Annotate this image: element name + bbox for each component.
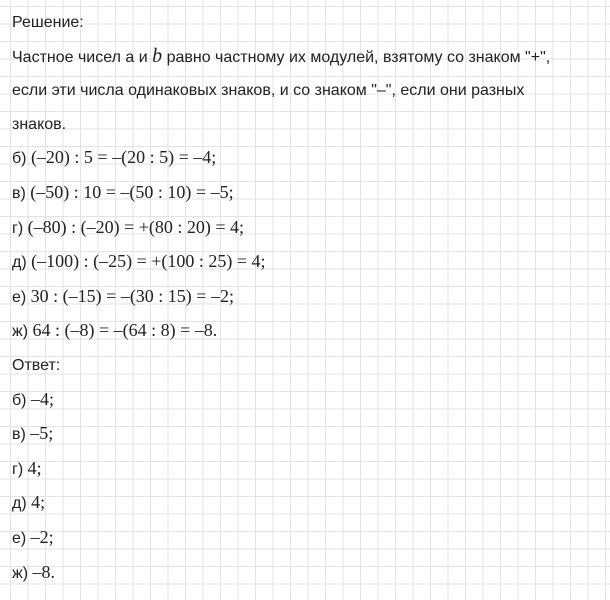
item-expression: (–20) : 5 = –(20 : 5) = –4; [30, 147, 217, 168]
item-label: г) [12, 219, 28, 237]
answer-item-e [12, 521, 604, 556]
item-expression: 30 : (–15) = –(30 : 15) = –2; [30, 285, 234, 306]
item-label: в) [12, 184, 31, 202]
answer-heading: Ответ: [12, 356, 61, 374]
answer-label: е) [12, 529, 31, 547]
answer-value: –4; [30, 388, 54, 409]
answer-label: б) [12, 391, 31, 409]
item-label: б) [12, 150, 31, 168]
answer-value: –8. [32, 561, 55, 582]
rule-text-part1: Частное чисел а и [12, 48, 153, 66]
answer-item-b [12, 383, 604, 418]
variable-b: b [152, 44, 163, 67]
solution-item-b [12, 141, 604, 176]
item-label: ж) [12, 323, 33, 341]
answer-label: в) [12, 426, 31, 444]
item-expression: (–50) : 10 = –(50 : 10) = –5; [30, 181, 234, 202]
rule-text-line-1 [12, 40, 604, 75]
answer-label: д) [12, 495, 32, 513]
answer-value: 4; [31, 492, 46, 513]
solution-document [12, 6, 604, 590]
rule-text-line-2: если эти числа одинаковых знаков, и со знаком "–", если они разных [12, 82, 525, 100]
answer-value: –2; [30, 526, 54, 547]
rule-text-line-3: знаков. [12, 115, 67, 133]
answer-value: –5; [30, 423, 54, 444]
solution-item-d [12, 245, 604, 280]
item-label: д) [12, 254, 32, 272]
answer-label: г) [12, 460, 28, 478]
solution-item-e [12, 280, 604, 315]
answer-value: 4; [27, 457, 42, 478]
solution-item-g [12, 211, 604, 246]
item-expression: 64 : (–8) = –(64 : 8) = –8. [32, 320, 218, 341]
solution-item-v [12, 176, 604, 211]
answer-item-v [12, 417, 604, 452]
solution-heading: Решение: [12, 14, 84, 31]
rule-text-part2: равно частному их модулей, взятому со знаком "+", [162, 48, 551, 66]
answer-item-d [12, 486, 604, 521]
answer-item-zh [12, 556, 604, 591]
answer-item-g [12, 452, 604, 487]
item-expression: (–80) : (–20) = +(80 : 20) = 4; [27, 216, 245, 237]
item-label: е) [12, 288, 31, 306]
item-expression: (–100) : (–25) = +(100 : 25) = 4; [31, 251, 266, 272]
answer-label: ж) [12, 564, 33, 582]
solution-item-zh [12, 314, 604, 349]
